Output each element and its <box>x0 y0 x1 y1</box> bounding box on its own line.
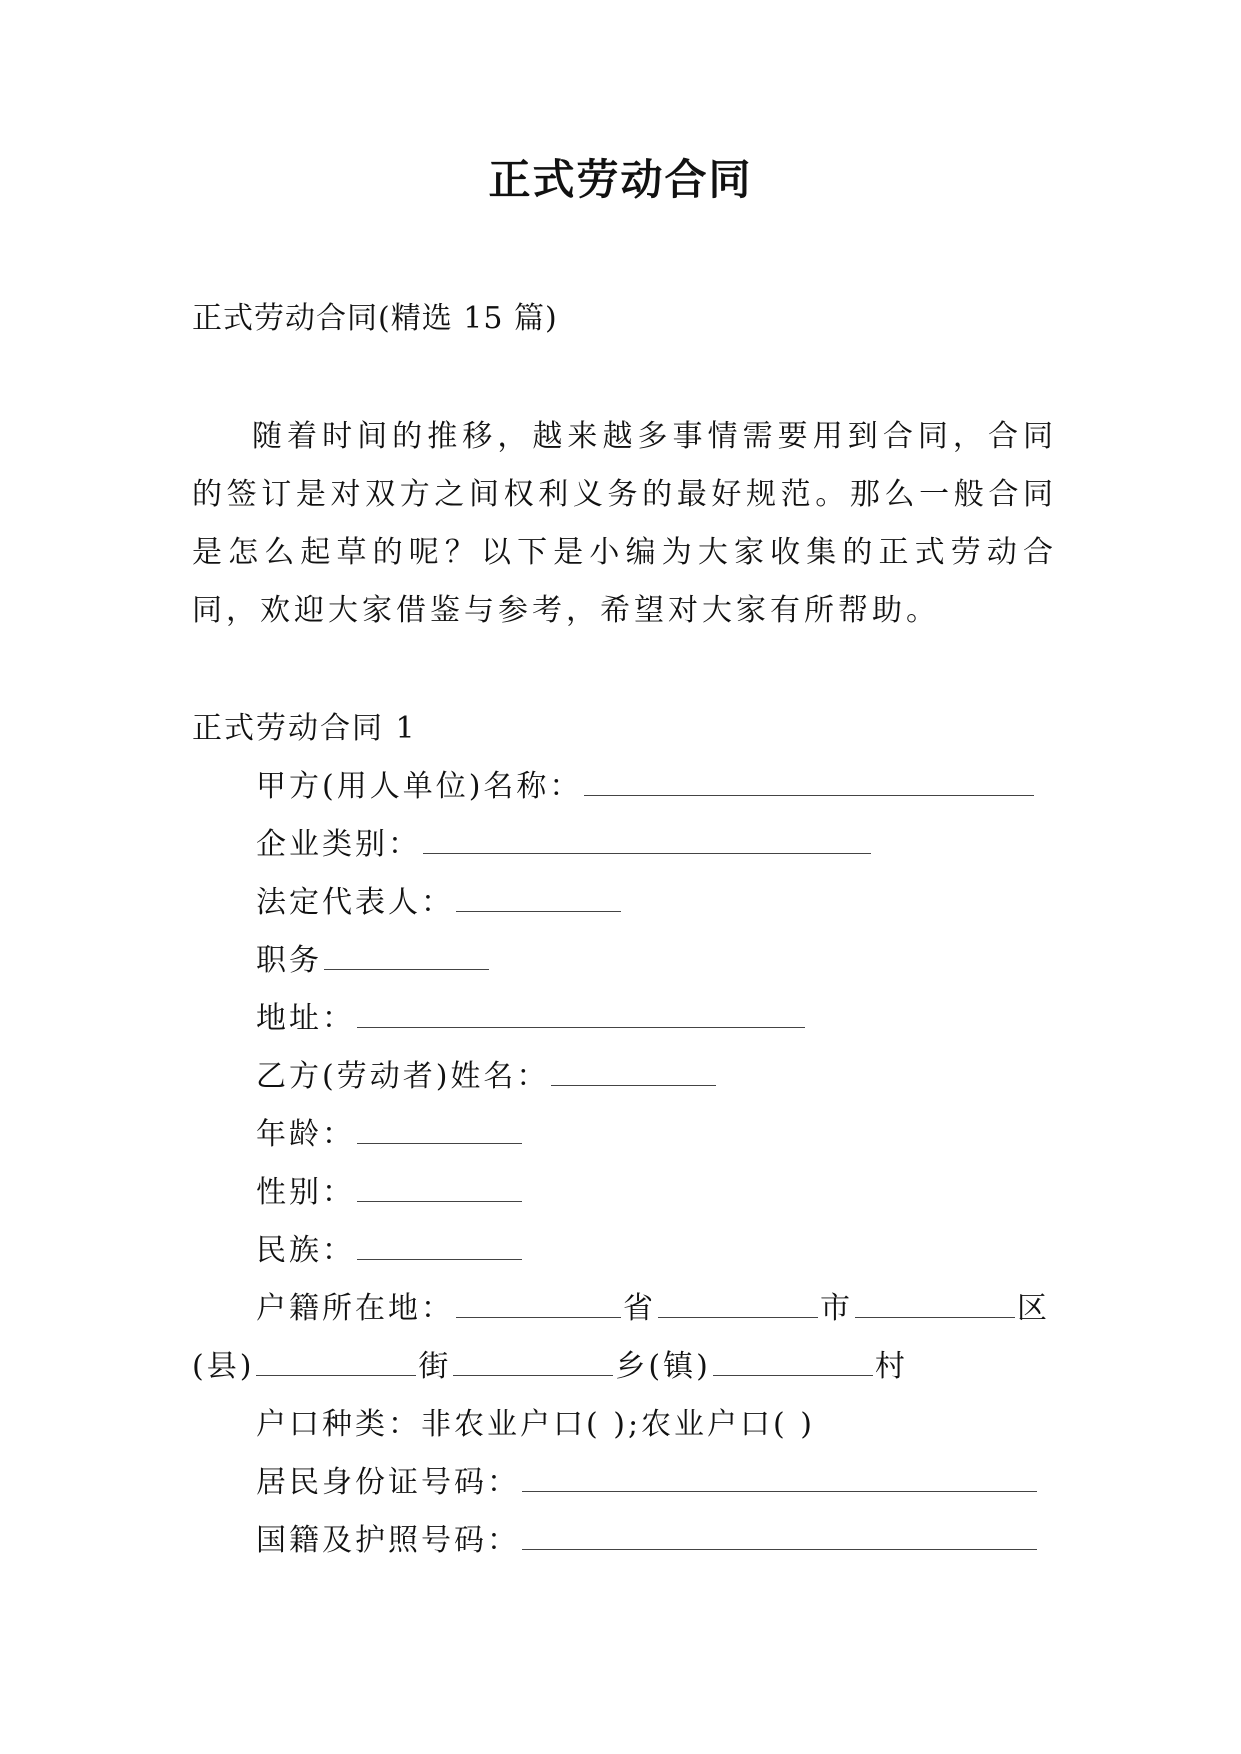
field-label: 地址： <box>256 1001 355 1036</box>
blank-line <box>522 1519 1037 1550</box>
field-label: 性别： <box>256 1175 355 1210</box>
field-label: 职务 <box>256 943 322 978</box>
county-label: (县) <box>192 1349 255 1384</box>
field-ethnicity <box>192 1222 1057 1280</box>
district-label: 区 <box>1017 1291 1050 1326</box>
field-gender <box>192 1164 1057 1222</box>
field-address <box>192 990 1057 1048</box>
document-title: 正式劳动合同 <box>488 155 753 204</box>
field-label: 国籍及护照号码： <box>256 1523 520 1558</box>
field-label: 年龄： <box>256 1117 355 1152</box>
blank-line <box>324 939 489 970</box>
field-label: 乙方(劳动者)姓名： <box>256 1059 550 1094</box>
blank-line <box>456 881 621 912</box>
blank-line <box>855 1287 1015 1318</box>
blank-line <box>357 1229 522 1260</box>
blank-line <box>713 1345 873 1376</box>
blank-line <box>357 1171 522 1202</box>
field-label: 居民身份证号码： <box>256 1465 520 1500</box>
field-label: 民族： <box>256 1233 355 1268</box>
field-party-b-name <box>192 1048 1057 1106</box>
field-household-location <box>192 1280 1057 1396</box>
intro-paragraph: 随着时间的推移，越来越多事情需要用到合同，合同的签订是对双方之间权利义务的最好规范。那么一般合同是怎么起草的呢？以下是小编为大家收集的正式劳动合同，欢迎大家借鉴与参考，希望对大家有所帮助。 <box>192 419 1057 628</box>
blank-line <box>522 1461 1037 1492</box>
field-label: 户口种类：非农业户口( );农业户口( ) <box>256 1407 815 1442</box>
blank-line <box>256 1345 416 1376</box>
blank-line <box>584 765 1034 796</box>
field-nationality-passport <box>192 1512 1057 1570</box>
field-id-number <box>192 1454 1057 1512</box>
field-label: 企业类别： <box>256 827 421 862</box>
field-label: 法定代表人： <box>256 885 454 920</box>
province-label: 省 <box>623 1291 656 1326</box>
street-label: 街 <box>418 1349 452 1384</box>
blank-line <box>456 1287 621 1318</box>
city-label: 市 <box>820 1291 853 1326</box>
township-label: 乡(镇) <box>615 1349 711 1384</box>
document-subtitle: 正式劳动合同(精选 15 篇) <box>192 301 558 336</box>
blank-line <box>357 1113 522 1144</box>
blank-line <box>357 997 805 1028</box>
blank-line <box>551 1055 716 1086</box>
blank-line <box>423 823 871 854</box>
field-age <box>192 1106 1057 1164</box>
field-party-a-name <box>192 758 1057 816</box>
field-enterprise-type <box>192 816 1057 874</box>
field-label: 户籍所在地： <box>256 1291 454 1326</box>
village-label: 村 <box>874 1349 908 1384</box>
field-household-type <box>192 1396 1057 1454</box>
field-label: 甲方(用人单位)名称： <box>256 769 583 804</box>
blank-line <box>658 1287 818 1318</box>
section-heading: 正式劳动合同 1 <box>192 711 417 746</box>
blank-line <box>453 1345 613 1376</box>
field-position <box>192 932 1057 990</box>
document-body <box>192 290 1057 1570</box>
field-legal-rep <box>192 874 1057 932</box>
